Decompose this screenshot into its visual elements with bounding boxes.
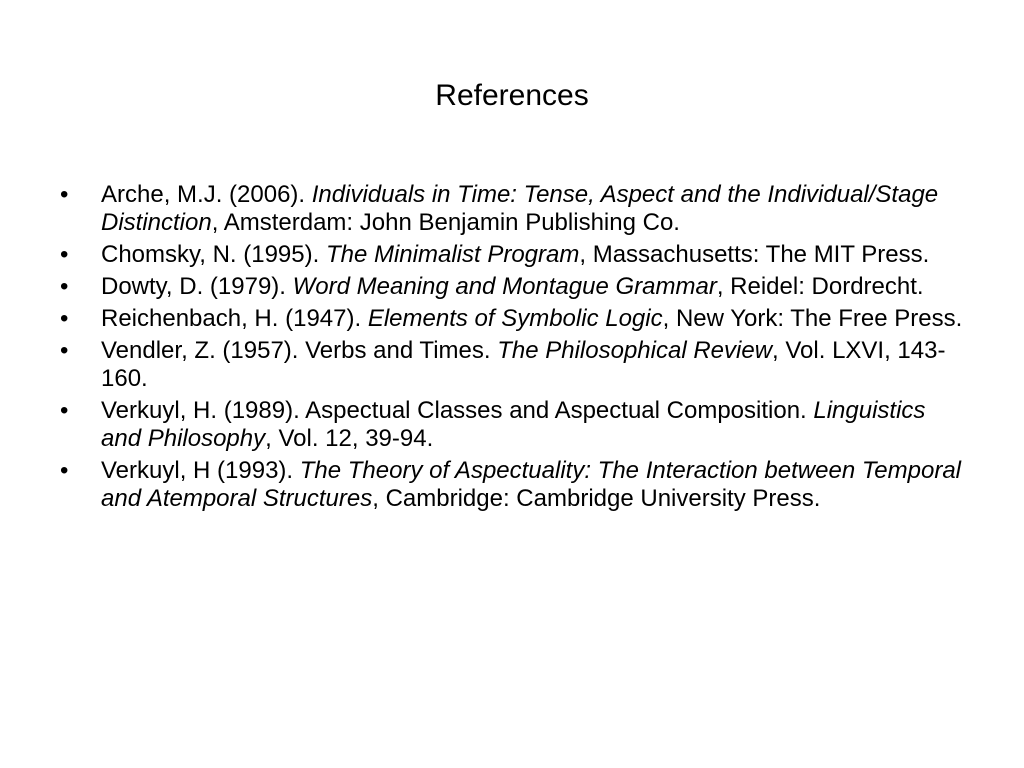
bullet-icon: •: [60, 305, 69, 332]
reference-item: [60, 397, 965, 453]
reference-list: [60, 181, 965, 517]
bullet-icon: •: [60, 457, 69, 484]
reference-item: [60, 241, 965, 269]
reference-title: The Philosophical Review: [497, 337, 773, 364]
slide-title: References: [435, 79, 589, 112]
reference-publisher: , Massachusetts: The MIT Press.: [579, 241, 930, 268]
reference-publisher: , Cambridge: Cambridge University Press.: [372, 485, 821, 512]
reference-title: Individuals in Time: Tense, Aspect and the Individual/Stage Distinction: [101, 181, 939, 236]
bullet-icon: •: [60, 397, 69, 424]
reference-publisher: , New York: The Free Press.: [662, 305, 963, 332]
reference-author-year: Vendler, Z. (1957). Verbs and Times.: [101, 337, 498, 364]
reference-title: Linguistics and Philosophy: [101, 397, 926, 452]
reference-title: Word Meaning and Montague Grammar: [292, 273, 717, 300]
reference-item: [60, 273, 965, 301]
reference-author-year: Arche, M.J. (2006).: [101, 181, 312, 208]
reference-item: [60, 181, 965, 237]
bullet-icon: •: [60, 273, 69, 300]
reference-item: [60, 457, 965, 513]
reference-publisher: , Vol. LXVI, 143-160.: [101, 337, 946, 392]
reference-publisher: , Amsterdam: John Benjamin Publishing Co.: [211, 209, 680, 236]
reference-author-year: Dowty, D. (1979).: [101, 273, 293, 300]
reference-item: [60, 305, 965, 333]
bullet-icon: •: [60, 181, 69, 208]
reference-author-year: Verkuyl, H. (1989). Aspectual Classes and Aspectual Composition.: [101, 397, 814, 424]
bullet-icon: •: [60, 337, 69, 364]
reference-author-year: Reichenbach, H. (1947).: [101, 305, 368, 332]
reference-title: The Minimalist Program: [325, 241, 580, 268]
reference-publisher: , Reidel: Dordrecht.: [716, 273, 924, 300]
reference-author-year: Verkuyl, H (1993).: [101, 457, 300, 484]
reference-author-year: Chomsky, N. (1995).: [101, 241, 326, 268]
reference-publisher: , Vol. 12, 39-94.: [265, 425, 434, 452]
reference-item: [60, 337, 965, 393]
bullet-icon: •: [60, 241, 69, 268]
reference-title: The Theory of Aspectuality: The Interaction between Temporal and Atemporal Structures: [101, 457, 961, 512]
reference-title: Elements of Symbolic Logic: [367, 305, 663, 332]
